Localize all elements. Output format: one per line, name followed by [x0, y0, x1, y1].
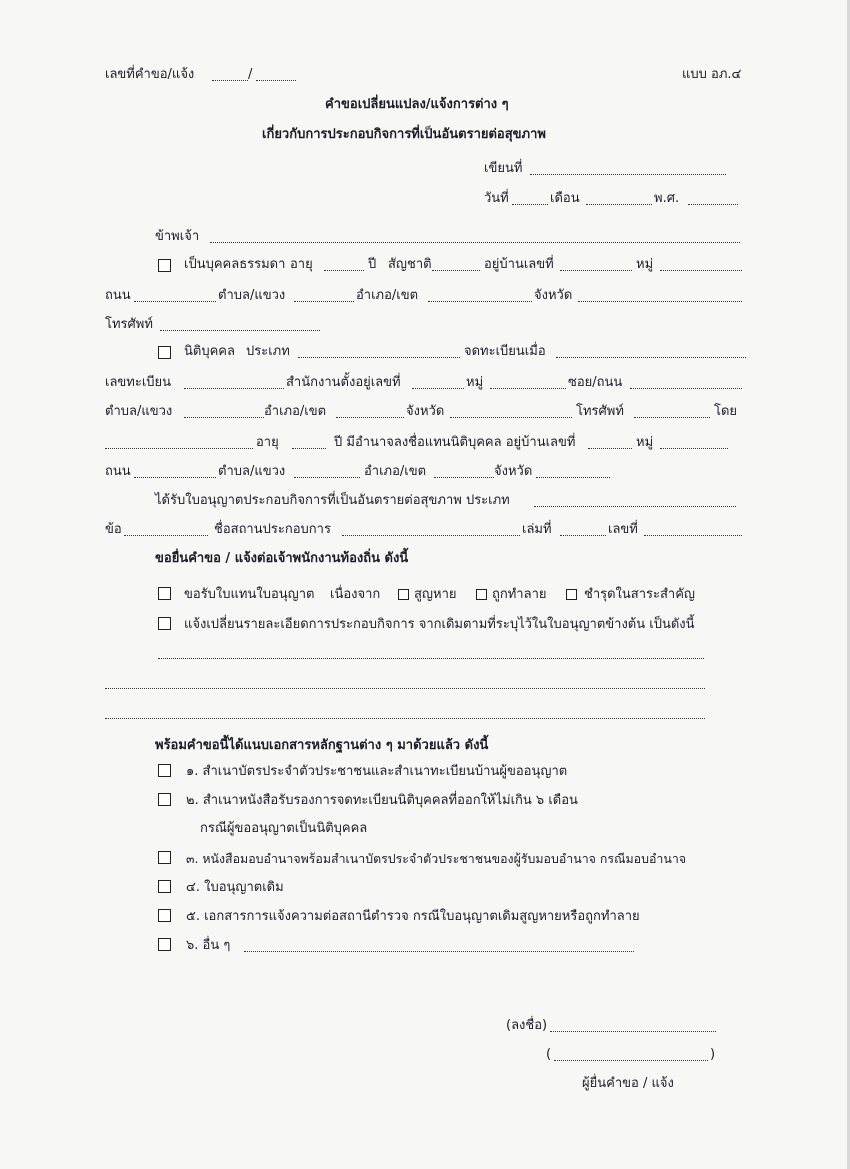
phone-label: โทรศัพท์	[105, 317, 153, 332]
nationality-label: สัญชาติ	[388, 257, 432, 272]
because-label: เนื่องจาก	[330, 587, 381, 602]
rep-road-label: ถนน	[105, 464, 131, 479]
signature-field[interactable]	[550, 1017, 716, 1032]
nationality-field[interactable]	[432, 256, 480, 271]
document-2-label: ๒. สำเนาหนังสือรับรองการจดทะเบียนนิติบุคคลที่ออกให้ไม่เกิน ๖ เดือน	[186, 793, 578, 808]
lost-checkbox[interactable]	[398, 589, 409, 600]
applicant-name-field[interactable]	[210, 228, 740, 243]
registered-when-field[interactable]	[556, 343, 746, 358]
office-district-field[interactable]	[336, 403, 404, 418]
moo-label: หมู่	[636, 257, 654, 272]
replace-license-label: ขอรับใบแทนใบอนุญาต	[184, 587, 315, 602]
written-at-field[interactable]	[530, 160, 726, 175]
document-1-checkbox[interactable]	[158, 764, 171, 777]
change-details-line-2[interactable]	[105, 674, 705, 689]
book-label: เล่มที่	[522, 522, 552, 537]
office-phone-field[interactable]	[634, 403, 710, 418]
year-unit: ปี	[368, 257, 377, 272]
license-category-field[interactable]	[534, 492, 736, 507]
destroyed-checkbox[interactable]	[476, 589, 487, 600]
authorized-label: ปี มีอำนาจลงชื่อแทนนิติบุคคล อยู่บ้านเลขที่	[334, 435, 576, 450]
province-label: จังหวัด	[534, 288, 573, 303]
paren-open: (	[546, 1047, 552, 1062]
year-field[interactable]	[688, 190, 738, 205]
rep-province-label: จังหวัด	[494, 464, 533, 479]
district-field[interactable]	[428, 287, 532, 302]
juristic-category-field[interactable]	[298, 343, 460, 358]
date-field[interactable]	[512, 190, 548, 205]
subdistrict-field[interactable]	[294, 287, 354, 302]
house-no-field[interactable]	[560, 256, 632, 271]
request-no-field[interactable]	[212, 66, 248, 81]
license-number-label: เลขที่	[608, 522, 638, 537]
signer-name-field[interactable]	[554, 1046, 708, 1061]
request-year-field[interactable]	[256, 66, 296, 81]
book-field[interactable]	[560, 521, 606, 536]
rep-subdistrict-label: ตำบล/แขวง	[218, 464, 286, 479]
district-label: อำเภอ/เขต	[356, 288, 419, 303]
document-5-checkbox[interactable]	[158, 909, 171, 922]
rep-district-label: อำเภอ/เขต	[364, 464, 427, 479]
age-field[interactable]	[324, 256, 364, 271]
lost-label: สูญหาย	[414, 587, 457, 602]
written-at-label: เขียนที่	[484, 161, 523, 176]
documents-intro: พร้อมคำขอนี้ได้แนบเอกสารหลักฐานต่าง ๆ มาด้วยแล้ว ดังนี้	[155, 738, 489, 753]
applicant-label: ข้าพเจ้า	[155, 229, 200, 244]
reg-no-field[interactable]	[184, 374, 284, 389]
document-6-label: ๖. อื่น ๆ	[186, 938, 231, 953]
damaged-label: ชำรุดในสาระสำคัญ	[584, 587, 695, 602]
document-4-label: ๔. ใบอนุญาตเดิม	[186, 880, 284, 895]
office-subdistrict-field[interactable]	[184, 403, 264, 418]
place-name-label: ชื่อสถานประกอบการ	[214, 522, 331, 537]
document-5-label: ๕. เอกสารการแจ้งความต่อสถานีตำรวจ กรณีใบอนุญาตเดิมสูญหายหรือถูกทำลาย	[186, 909, 640, 924]
office-subdistrict-label: ตำบล/แขวง	[105, 404, 173, 419]
title-line1: คำขอเปลี่ยนแปลง/แจ้งการต่าง ๆ	[325, 97, 509, 112]
office-moo-field[interactable]	[490, 374, 566, 389]
change-details-line-1[interactable]	[158, 644, 704, 659]
juristic-person-label: นิติบุคคล	[184, 344, 235, 359]
month-label: เดือน	[550, 191, 580, 206]
office-no-field[interactable]	[412, 374, 464, 389]
title-line2: เกี่ยวกับการประกอบกิจการที่เป็นอันตรายต่อสุขภาพ	[262, 127, 546, 142]
office-district-label: อำเภอ/เขต	[264, 404, 327, 419]
house-no-label: อยู่บ้านเลขที่	[484, 257, 554, 272]
soi-road-label: ซอย/ถนน	[568, 375, 623, 390]
replace-license-checkbox[interactable]	[158, 587, 171, 600]
rep-province-field[interactable]	[536, 463, 610, 478]
office-province-label: จังหวัด	[406, 404, 445, 419]
rep-age-field[interactable]	[292, 434, 326, 449]
license-item-label: ข้อ	[105, 522, 122, 537]
destroyed-label: ถูกทำลาย	[492, 587, 547, 602]
date-label: วันที่	[484, 191, 509, 206]
document-3-label: ๓. หนังสือมอบอำนาจพร้อมสำเนาบัตรประจำตัวประชาชนของผู้รับมอบอำนาจ กรณีมอบอำนาจ	[186, 851, 687, 866]
rep-moo-label: หมู่	[636, 435, 654, 450]
office-moo-label: หมู่	[466, 375, 484, 390]
year-label: พ.ศ.	[654, 191, 680, 206]
change-details-checkbox[interactable]	[158, 617, 171, 630]
license-received-label: ได้รับใบอนุญาตประกอบกิจการที่เป็นอันตรายต่อสุขภาพ ประเภท	[155, 493, 510, 508]
document-3-checkbox[interactable]	[158, 851, 171, 864]
age-label: อายุ	[290, 257, 313, 272]
rep-district-field[interactable]	[434, 463, 494, 478]
rep-moo-field[interactable]	[660, 434, 728, 449]
reg-no-label: เลขทะเบียน	[105, 375, 172, 390]
change-details-label: แจ้งเปลี่ยนรายละเอียดการประกอบกิจการ จากเดิมตามที่ระบุไว้ในใบอนุญาตข้างต้น เป็นดังนี้	[184, 617, 695, 632]
license-item-field[interactable]	[124, 521, 208, 536]
office-at-label: สำนักงานตั้งอยู่เลขที่	[286, 375, 401, 390]
province-field[interactable]	[578, 287, 742, 302]
document-2-checkbox[interactable]	[158, 793, 171, 806]
document-4-checkbox[interactable]	[158, 880, 171, 893]
change-details-line-3[interactable]	[105, 704, 705, 719]
registered-when-label: จดทะเบียนเมื่อ	[464, 344, 546, 359]
month-field[interactable]	[586, 190, 652, 205]
request-intro: ขอยื่นคำขอ / แจ้งต่อเจ้าพนักงานท้องถิ่น ดังนี้	[155, 551, 409, 566]
rep-road-field[interactable]	[134, 463, 216, 478]
road-field[interactable]	[134, 287, 216, 302]
by-label: โดย	[714, 404, 738, 419]
damaged-checkbox[interactable]	[566, 589, 577, 600]
document-1-label: ๑. สำเนาบัตรประจำตัวประชาชนและสำเนาทะเบียนบ้านผู้ขออนุญาต	[186, 764, 568, 779]
document-2-continuation: กรณีผู้ขออนุญาตเป็นนิติบุคคล	[200, 821, 368, 836]
signer-role: ผู้ยื่นคำขอ / แจ้ง	[582, 1076, 674, 1091]
road-label: ถนน	[105, 288, 131, 303]
juristic-category-label: ประเภท	[246, 344, 290, 359]
rep-house-no-field[interactable]	[588, 434, 632, 449]
office-phone-label: โทรศัพท์	[576, 404, 624, 419]
document-6-checkbox[interactable]	[158, 938, 171, 951]
phone-field[interactable]	[160, 316, 320, 331]
place-name-field[interactable]	[342, 521, 520, 536]
rep-age-label: อายุ	[256, 435, 279, 450]
natural-person-label: เป็นบุคคลธรรมดา	[184, 257, 286, 272]
sign-label: (ลงชื่อ)	[506, 1018, 548, 1033]
natural-person-checkbox[interactable]	[158, 259, 171, 272]
rep-subdistrict-field[interactable]	[294, 463, 360, 478]
moo-field[interactable]	[660, 256, 742, 271]
paren-close: )	[710, 1047, 716, 1062]
document-6-field[interactable]	[244, 937, 634, 952]
form-code: แบบ อภ.๔	[682, 67, 742, 82]
request-no-label: เลขที่คำขอ/แจ้ง	[105, 67, 195, 82]
representative-name-field[interactable]	[105, 434, 253, 449]
office-province-field[interactable]	[450, 403, 572, 418]
subdistrict-label: ตำบล/แขวง	[218, 288, 286, 303]
license-number-field[interactable]	[644, 521, 742, 536]
juristic-person-checkbox[interactable]	[158, 346, 171, 359]
request-no-sep: /	[248, 67, 253, 82]
soi-road-field[interactable]	[630, 374, 742, 389]
